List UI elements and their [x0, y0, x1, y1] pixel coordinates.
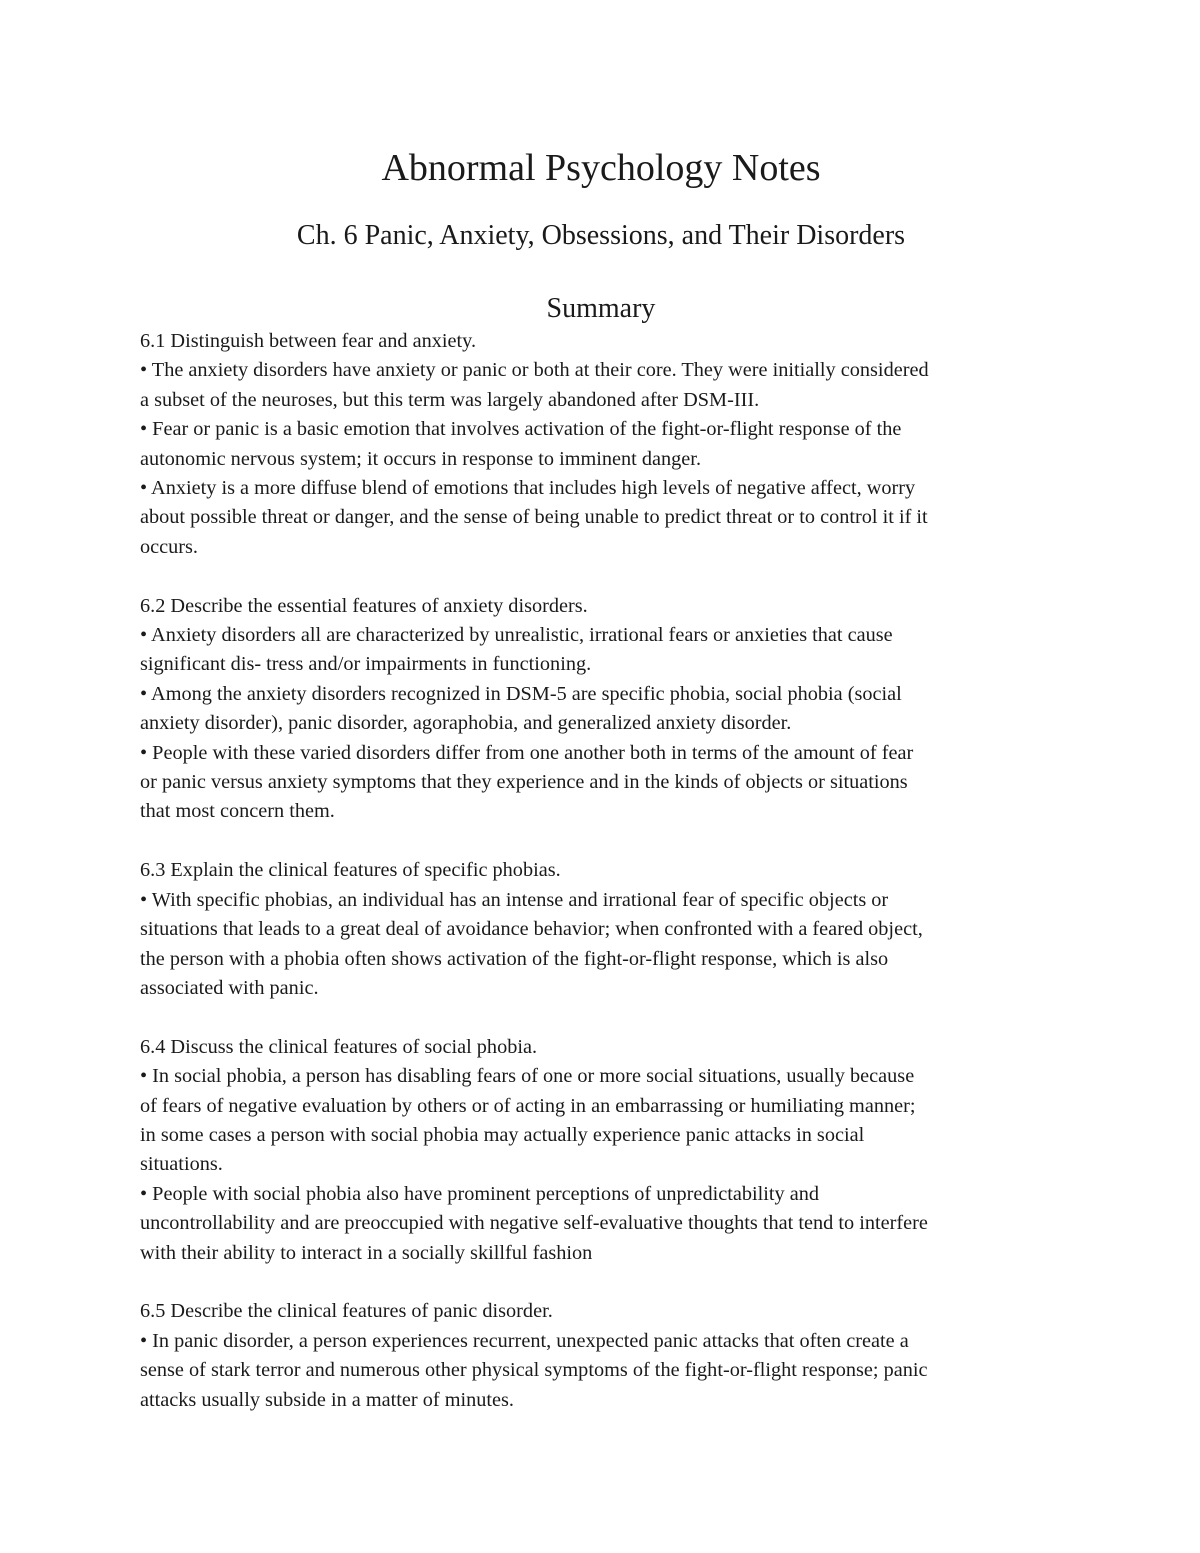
chapter-subtitle: Ch. 6 Panic, Anxiety, Obsessions, and Their Disorders — [296, 220, 906, 251]
section-6-5 — [140, 1297, 1062, 1415]
text-line: • People with social phobia also have prominent perceptions of unpredictability and — [140, 1182, 820, 1205]
text-line: sense of stark terror and numerous other physical symptoms of the fight-or-flight response; panic — [140, 1359, 928, 1382]
text-line: of fears of negative evaluation by others or of acting in an embarrassing or humiliating manner; — [140, 1094, 916, 1117]
text-line: • People with these varied disorders differ from one another both in terms of the amount of fear — [140, 741, 914, 764]
text-line: or panic versus anxiety symptoms that they experience and in the kinds of objects or situations — [140, 771, 908, 794]
section-6-4 — [140, 1033, 1062, 1268]
text-line: • Anxiety is a more diffuse blend of emotions that includes high levels of negative affect, worry — [140, 477, 916, 500]
text-line: the person with a phobia often shows activation of the fight-or-flight response, which is also — [140, 947, 889, 970]
text-line: a subset of the neuroses, but this term was largely abandoned after DSM-III. — [140, 388, 760, 411]
summary-body — [140, 327, 1062, 1415]
text-line: that most concern them. — [140, 800, 335, 823]
summary-heading: Summary — [546, 293, 656, 324]
section-heading: 6.3 Explain the clinical features of specific phobias. — [140, 859, 561, 882]
text-line: in some cases a person with social phobia may actually experience panic attacks in social — [140, 1123, 865, 1146]
section-heading: 6.5 Describe the clinical features of panic disorder. — [140, 1300, 553, 1323]
text-line: • Fear or panic is a basic emotion that involves activation of the fight-or-flight response of the — [140, 418, 902, 441]
text-line: uncontrollability and are preoccupied with negative self-evaluative thoughts that tend to interfere — [140, 1212, 928, 1235]
document-title: Abnormal Psychology Notes — [381, 147, 821, 189]
section-heading: 6.1 Distinguish between fear and anxiety. — [140, 330, 477, 352]
text-line: about possible threat or danger, and the sense of being unable to predict threat or to control it if it — [140, 506, 928, 529]
text-line: situations. — [140, 1153, 223, 1176]
text-line: attacks usually subside in a matter of minutes. — [140, 1388, 514, 1411]
text-line: situations that leads to a great deal of avoidance behavior; when confronted with a feared object, — [140, 918, 923, 941]
text-line: • Among the anxiety disorders recognized in DSM-5 are specific phobia, social phobia (social — [140, 682, 902, 705]
text-line: significant dis- tress and/or impairments in functioning. — [140, 653, 592, 676]
section-6-2 — [140, 592, 1062, 827]
text-line: • Anxiety disorders all are characterized by unrealistic, irrational fears or anxieties that cause — [140, 624, 893, 647]
text-line: autonomic nervous system; it occurs in response to imminent danger. — [140, 447, 702, 470]
section-6-1 — [140, 327, 1062, 562]
text-line: occurs. — [140, 535, 199, 558]
section-heading: 6.4 Discuss the clinical features of social phobia. — [140, 1035, 538, 1058]
text-line: • The anxiety disorders have anxiety or panic or both at their core. They were initially considered — [140, 359, 929, 382]
text-line: • In social phobia, a person has disabling fears of one or more social situations, usually because — [140, 1065, 915, 1088]
text-line: anxiety disorder), panic disorder, agoraphobia, and generalized anxiety disorder. — [140, 712, 792, 735]
text-line: • In panic disorder, a person experiences recurrent, unexpected panic attacks that often create a — [140, 1329, 909, 1352]
section-6-3 — [140, 856, 1062, 1003]
text-line: • With specific phobias, an individual has an intense and irrational fear of specific objects or — [140, 888, 889, 911]
section-heading: 6.2 Describe the essential features of anxiety disorders. — [140, 594, 588, 617]
text-line: with their ability to interact in a socially skillful fashion — [140, 1241, 593, 1264]
text-line: associated with panic. — [140, 976, 319, 999]
